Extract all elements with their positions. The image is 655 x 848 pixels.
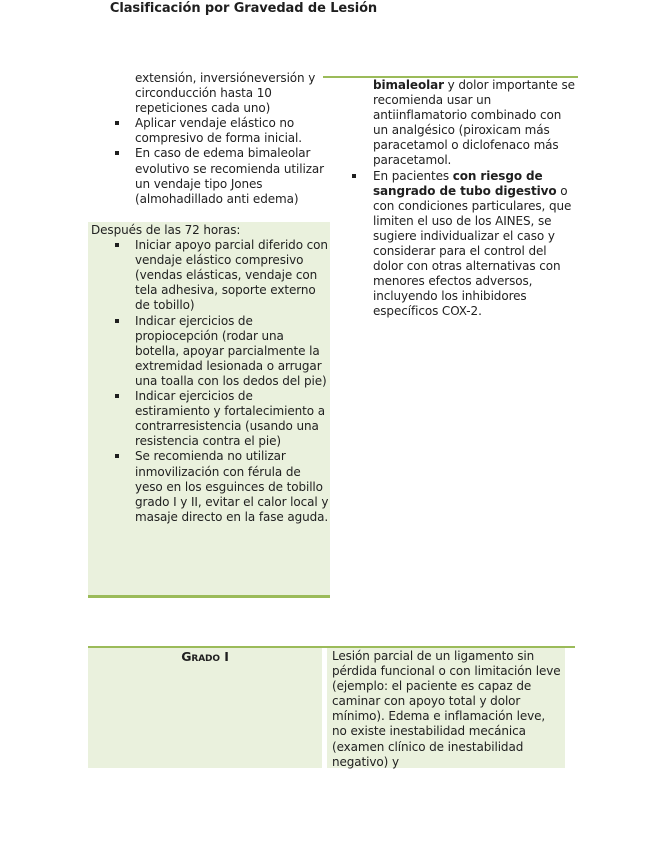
bold-run: bimaleolar — [373, 78, 444, 92]
left-column-top — [88, 71, 330, 207]
bullet-icon — [115, 454, 119, 458]
text-run: o con condiciones particulares, que limiten el uso de los AINES, se sugiere individualizar el caso y considerar para el control del dolor con otras alternativas con menores efectos adversos, incluyendo los inhibidores específicos COX-2. — [373, 183, 572, 319]
bullet-item — [88, 449, 330, 524]
grade-cell — [88, 648, 322, 768]
continuation-paragraph: extensión, inversióneversión y circonducción hasta 10 repeticiones cada uno) — [135, 71, 316, 116]
after-72-hours-heading: Después de las 72 horas: — [91, 223, 241, 237]
bullet-text: Indicar ejercicios de estiramiento y fortalecimiento a contrarresistencia (usando una resistencia contra el pie) — [135, 389, 325, 449]
classification-title: Clasificación por Gravedad de Lesión — [109, 1, 378, 16]
bullet-text: Se recomienda no utilizar inmovilización con férula de yeso en los esguinces de tobillo grado I y II, evitar el calor local y masaje directo en la fase aguda. — [135, 449, 329, 524]
bullet-icon — [115, 121, 119, 125]
text-run: En pacientes — [373, 168, 453, 183]
bullet-icon — [115, 243, 119, 247]
bullet-item — [88, 238, 330, 313]
bullet-item — [88, 389, 330, 449]
bullet-icon — [115, 394, 119, 398]
bullet-item — [88, 146, 330, 206]
bullet-text — [373, 169, 571, 319]
continuation-paragraph — [373, 78, 575, 169]
bullet-text: Iniciar apoyo parcial diferido con vendaje elástico compresivo (vendas elásticas, vendaje con tela adhesiva, soporte externo de tobillo) — [135, 238, 328, 313]
right-column — [323, 78, 575, 320]
bold-run: con riesgo de sangrado de tubo digestivo — [373, 168, 557, 198]
bullet-item — [323, 169, 575, 320]
bullet-text: Aplicar vendaje elástico no compresivo de forma inicial. — [135, 116, 303, 146]
bullet-icon — [115, 151, 119, 155]
after-72-hours-box — [88, 222, 330, 598]
text-run: y dolor importante se recomienda usar un antiinflamatorio combinado con un analgésico (piroxicam más paracetamol o diclofenaco más paracetamol. — [373, 78, 575, 168]
bullet-text: En caso de edema bimaleolar evolutivo se recomienda utilizar un vendaje tipo Jones (almohadillado anti edema) — [135, 146, 324, 206]
bullet-text: Indicar ejercicios de propiocepción (rodar una botella, apoyar parcialmente la extremidad lesionada o arrugar una toalla con los dedos del pie) — [135, 313, 327, 388]
bullet-icon — [352, 174, 356, 178]
bullet-icon — [115, 319, 119, 323]
grade-label: Grado I — [181, 649, 229, 664]
bullet-item — [88, 116, 330, 146]
description-cell: Lesión parcial de un ligamento sin pérdida funcional o con limitación leve (ejemplo: el paciente es capaz de caminar con apoyo total y dolor mínimo). Edema e inflamación leve, no existe inestabilidad mecánica (examen clínico de inestabilidad negativo) y — [327, 648, 565, 768]
bullet-item — [88, 314, 330, 389]
